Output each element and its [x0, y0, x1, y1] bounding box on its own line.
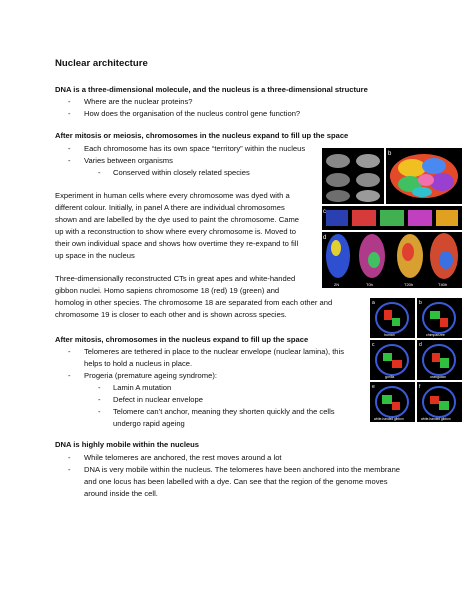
- panel-label: d: [419, 342, 422, 348]
- sub-bullet-dash: -: [98, 383, 101, 392]
- bullet-text-continued: helps to hold a nucleus in place.: [84, 359, 193, 368]
- bullet-dash: -: [68, 109, 71, 118]
- bullet-text: Progeria (premature ageing syndrome):: [84, 371, 217, 380]
- bullet-dash: -: [68, 156, 71, 165]
- bullet-dash: -: [68, 347, 71, 356]
- paragraph-line: Experiment in human cells where every chromosome was dyed with a: [55, 191, 290, 200]
- sub-bullet-dash: -: [98, 407, 101, 416]
- bullet-text: Where are the nuclear proteins?: [84, 97, 193, 106]
- panel-label: d: [323, 235, 327, 241]
- paragraph-line: homolog in other species. The chromosome 18 are separated from each other and: [55, 298, 333, 307]
- ape-nuclei-image: [370, 298, 462, 422]
- bullet-text: While telomeres are anchored, the rest moves around a lot: [84, 453, 282, 462]
- paragraph-line: gibbon nuclei. Homo sapiens chromosome 18 (red) 19 (green) and: [55, 286, 280, 295]
- panel-label: b: [388, 151, 392, 157]
- bullet-text: Each chromosome has its own space “territory” within the nucleus: [84, 144, 306, 153]
- paragraph-line: up with a reconstruction to show where every chromosome is. Moved to: [55, 227, 296, 236]
- bullet-text: Varies between organisms: [84, 156, 173, 165]
- chromosome-territory-figure: [322, 148, 462, 288]
- caption: orangutan: [430, 375, 446, 379]
- paragraph-line: different colour. Initially, in panel A there are individual chromosomes: [55, 203, 285, 212]
- bullet-text-continued: around inside the cell.: [84, 489, 158, 498]
- panel-label: a: [372, 300, 375, 306]
- chromosome-territory-image: [322, 148, 462, 288]
- bullet-dash: -: [68, 97, 71, 106]
- page-title: Nuclear architecture: [55, 58, 148, 69]
- sub-bullet-dash: -: [98, 395, 101, 404]
- section-2-heading: After mitosis or meiosis, chromosomes in the nucleus expand to fill up the space: [55, 131, 349, 140]
- caption: human: [384, 333, 395, 337]
- caption: white-handed gibbon: [374, 417, 404, 421]
- paragraph-line: their own individual space and shows how overtime they re-expand to fill: [55, 239, 299, 248]
- ape-nuclei-figure: [370, 298, 462, 422]
- bullet-text: DNA is very mobile within the nucleus. The telomeres have been anchored into the membrane: [84, 465, 401, 474]
- sub-bullet-text: Defect in nuclear envelope: [113, 395, 203, 404]
- small-label: T20h: [404, 282, 414, 287]
- caption: white-handed gibbon: [421, 417, 451, 421]
- bullet-text: How does the organisation of the nucleus control gene function?: [84, 109, 301, 118]
- caption: chimpanzee: [426, 333, 445, 337]
- small-label: 2N: [334, 282, 340, 287]
- bullet-dash: -: [68, 453, 71, 462]
- sub-bullet-dash: -: [98, 168, 101, 177]
- section-1-heading: DNA is a three-dimensional molecule, and the nucleus is a three-dimensional structure: [55, 85, 368, 94]
- sub-bullet-text: Conserved within closely related species: [113, 168, 250, 177]
- sub-bullet-text: Lamin A mutation: [113, 383, 172, 392]
- panel-label: e: [372, 384, 375, 390]
- caption: gorilla: [385, 375, 395, 379]
- paragraph-line: Three-dimensionally reconstructed CTs in great apes and white-handed: [55, 274, 296, 283]
- bullet-dash: -: [68, 465, 71, 474]
- section-3-heading: After mitosis, chromosomes in the nucleus expand to fill up the space: [55, 335, 309, 344]
- small-label: T0h: [366, 282, 373, 287]
- bullet-text: Telomeres are tethered in place to the nuclear envelope (nuclear lamina), this: [84, 347, 345, 356]
- bullet-dash: -: [68, 371, 71, 380]
- section-4-heading: DNA is highly mobile within the nucleus: [55, 440, 200, 449]
- paragraph-line: up space in the nucleus: [55, 251, 135, 260]
- small-label: T40h: [438, 282, 448, 287]
- sub-bullet-text-continued: undergo rapid ageing: [113, 419, 185, 428]
- panel-label: c: [372, 342, 375, 348]
- panel-label: f: [419, 384, 421, 390]
- sub-bullet-text: Telomere can’t anchor, meaning they shorten quickly and the cells: [113, 407, 335, 416]
- panel-label: b: [419, 300, 422, 306]
- panel-label: c: [323, 209, 326, 215]
- paragraph-line: chromosome 19 is closer to each other and is shown across species.: [55, 310, 287, 319]
- paragraph-line: shown and are labelled by the dye used to paint the chromosome. Came: [55, 215, 299, 224]
- bullet-text-continued: and one locus has been labelled with a dye. Can see that the region of the genome moves: [84, 477, 388, 486]
- bullet-dash: -: [68, 144, 71, 153]
